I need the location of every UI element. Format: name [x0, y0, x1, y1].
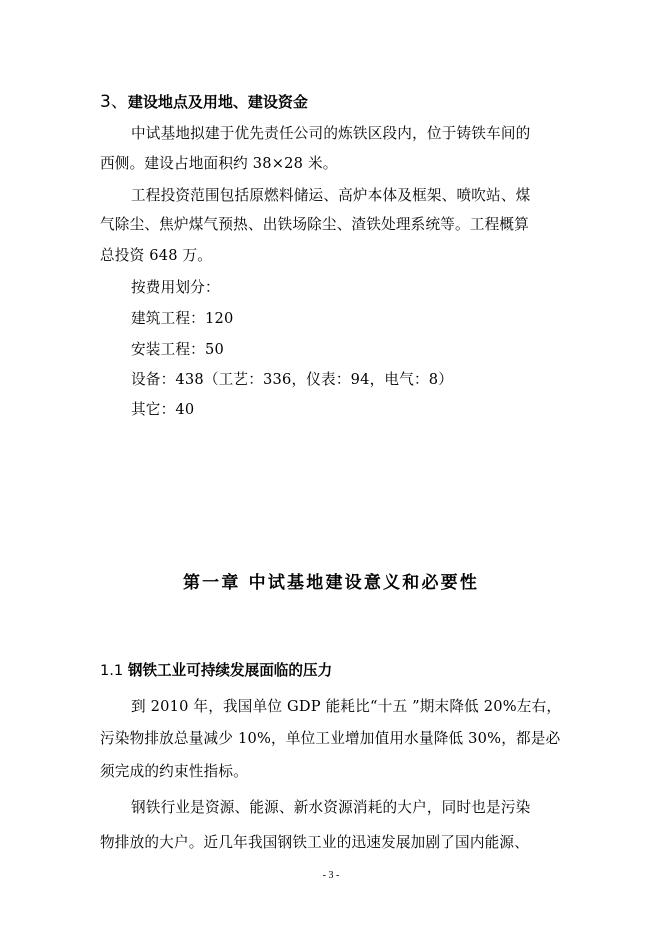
chapter-title: 第一章 中试基地建设意义和必要性 [182, 573, 480, 593]
paragraph-line: 工程投资范围包括原燃料储运、高炉本体及框架、喷吹站、煤 [131, 187, 531, 204]
cost-item: 建筑工程：120 [131, 310, 234, 327]
paragraph-line: 到 2010 年，我国单位 GDP 能耗比“十五 ”期末降低 20%左右， [131, 698, 562, 715]
subsection-title: 钢铁工业可持续发展面临的压力 [127, 662, 333, 679]
paragraph-line: 钢铁行业是资源、能源、新水资源消耗的大户，同时也是污染 [131, 799, 531, 816]
paragraph-line: 物排放的大户。近几年我国钢铁工业的迅速发展加剧了国内能源、 [100, 834, 530, 851]
cost-item: 设备：438（工艺：336，仪表：94，电气：8） [131, 371, 454, 388]
page-number: - 3 - [322, 870, 340, 881]
paragraph-line: 中试基地拟建于优先责任公司的炼铁区段内，位于铸铁车间的 [131, 125, 531, 142]
subsection-number: 1.1 [100, 662, 124, 679]
cost-item: 安装工程：50 [131, 341, 224, 358]
section-number: 3、 [100, 92, 128, 112]
paragraph-line: 总投资 648 万。 [100, 247, 213, 264]
subsection-heading [100, 659, 332, 680]
paragraph-line: 气除尘、焦炉煤气预热、出铁场除尘、渣铁处理系统等。工程概算 [100, 216, 530, 233]
section-heading [100, 87, 308, 112]
paragraph-line: 须完成的约束性指标。 [100, 763, 248, 780]
section-title: 建设地点及用地、建设资金 [127, 93, 308, 111]
paragraph-line: 污染物排放总量减少 10%，单位工业增加值用水量降低 30%，都是必 [100, 730, 561, 747]
cost-breakdown-heading: 按费用划分： [131, 279, 220, 296]
paragraph-line: 西侧。建设占地面积约 38×28 米。 [100, 155, 338, 172]
cost-item: 其它：40 [131, 401, 195, 418]
